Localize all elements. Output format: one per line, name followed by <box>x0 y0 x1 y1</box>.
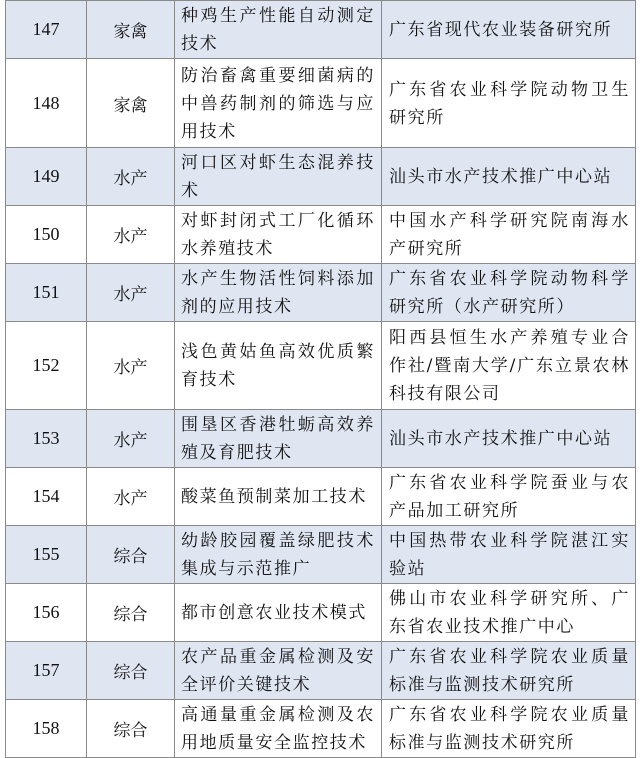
row-organization: 广东省农业科学院农业质量标准与监测技术研究所 <box>382 642 636 700</box>
row-category: 水产 <box>87 206 175 264</box>
row-organization: 佛山市农业科学研究所、广东省农业技术推广中心 <box>382 584 636 642</box>
row-category: 水产 <box>87 148 175 206</box>
row-technology: 种鸡生产性能自动测定技术 <box>175 1 382 59</box>
table-row <box>6 468 636 526</box>
table-row <box>6 584 636 642</box>
technology-table <box>5 0 636 758</box>
row-number: 147 <box>6 1 87 59</box>
row-number: 154 <box>6 468 87 526</box>
table-row <box>6 526 636 584</box>
row-category: 家禽 <box>87 59 175 148</box>
table-row <box>6 148 636 206</box>
row-number: 151 <box>6 264 87 322</box>
row-organization: 广东省农业科学院动物科学研究所（水产研究所） <box>382 264 636 322</box>
table-row <box>6 59 636 148</box>
row-number: 155 <box>6 526 87 584</box>
row-category: 水产 <box>87 322 175 410</box>
row-number: 152 <box>6 322 87 410</box>
row-organization: 广东省农业科学院蚕业与农产品加工研究所 <box>382 468 636 526</box>
row-number: 150 <box>6 206 87 264</box>
row-number: 158 <box>6 700 87 758</box>
row-category: 综合 <box>87 700 175 758</box>
row-technology: 幼龄胶园覆盖绿肥技术集成与示范推广 <box>175 526 382 584</box>
row-category: 家禽 <box>87 1 175 59</box>
row-technology: 酸菜鱼预制菜加工技术 <box>175 468 382 526</box>
row-organization: 广东省农业科学院动物卫生研究所 <box>382 59 636 148</box>
row-organization: 广东省现代农业装备研究所 <box>382 1 636 59</box>
row-organization: 广东省农业科学院农业质量标准与监测技术研究所 <box>382 700 636 758</box>
row-category: 水产 <box>87 410 175 468</box>
row-number: 156 <box>6 584 87 642</box>
row-technology: 农产品重金属检测及安全评价关键技术 <box>175 642 382 700</box>
row-technology: 都市创意农业技术模式 <box>175 584 382 642</box>
row-organization: 中国水产科学研究院南海水产研究所 <box>382 206 636 264</box>
table-row <box>6 1 636 59</box>
row-technology: 水产生物活性饲料添加剂的应用技术 <box>175 264 382 322</box>
row-organization: 汕头市水产技术推广中心站 <box>382 148 636 206</box>
row-technology: 浅色黄姑鱼高效优质繁育技术 <box>175 322 382 410</box>
row-category: 水产 <box>87 264 175 322</box>
row-category: 综合 <box>87 526 175 584</box>
row-organization: 中国热带农业科学院湛江实验站 <box>382 526 636 584</box>
table-row <box>6 700 636 758</box>
row-technology: 对虾封闭式工厂化循环水养殖技术 <box>175 206 382 264</box>
table-row <box>6 206 636 264</box>
row-number: 149 <box>6 148 87 206</box>
row-category: 综合 <box>87 584 175 642</box>
row-technology: 围垦区香港牡蛎高效养殖及育肥技术 <box>175 410 382 468</box>
table-row <box>6 322 636 410</box>
row-number: 153 <box>6 410 87 468</box>
row-organization: 汕头市水产技术推广中心站 <box>382 410 636 468</box>
row-technology: 高通量重金属检测及农用地质量安全监控技术 <box>175 700 382 758</box>
row-number: 157 <box>6 642 87 700</box>
row-technology: 河口区对虾生态混养技术 <box>175 148 382 206</box>
row-category: 水产 <box>87 468 175 526</box>
table-row <box>6 642 636 700</box>
row-technology: 防治畜禽重要细菌病的中兽药制剂的筛选与应用技术 <box>175 59 382 148</box>
table-row <box>6 410 636 468</box>
row-number: 148 <box>6 59 87 148</box>
table-row <box>6 264 636 322</box>
row-category: 综合 <box>87 642 175 700</box>
row-organization: 阳西县恒生水产养殖专业合作社/暨南大学/广东立景农林科技有限公司 <box>382 322 636 410</box>
